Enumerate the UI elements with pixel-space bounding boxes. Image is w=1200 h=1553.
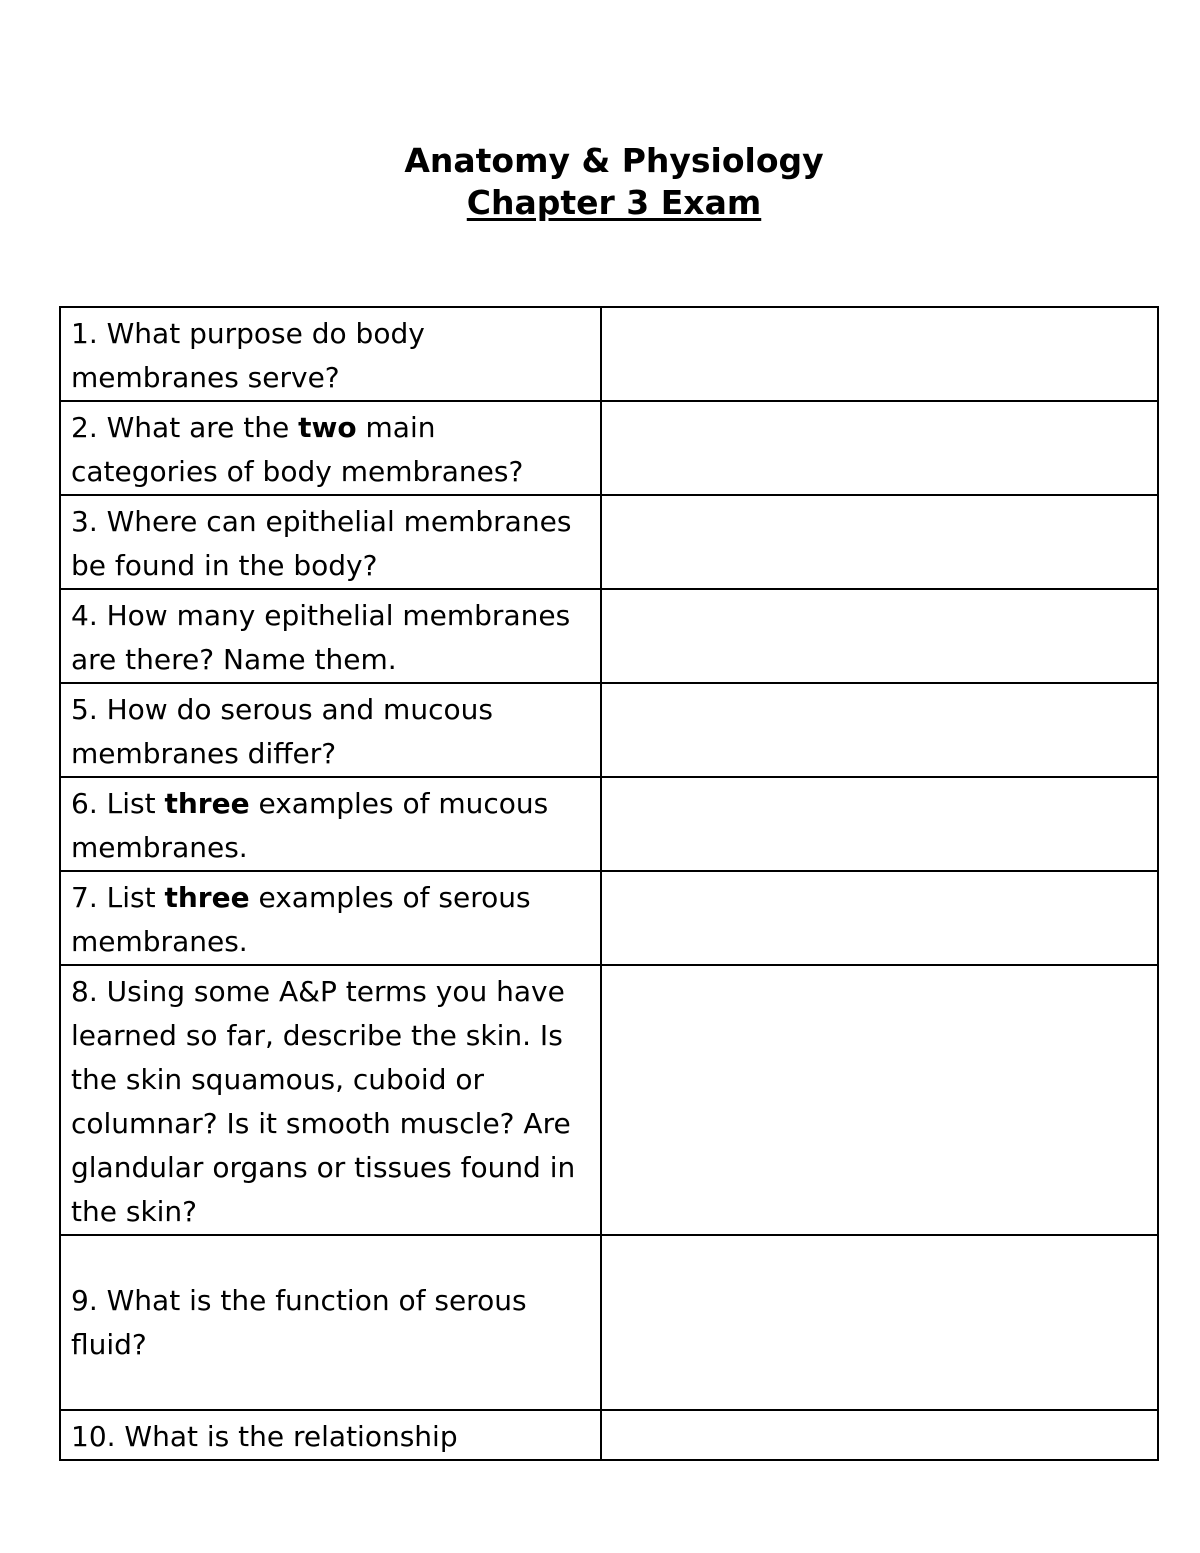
table-row [60,401,1158,495]
answer-cell[interactable] [601,1235,1158,1410]
answer-cell[interactable] [601,307,1158,401]
table-row [60,589,1158,683]
question-text: 10. What is the relationship [71,1420,458,1453]
question-cell [60,683,601,777]
question-cell [60,871,601,965]
question-text-rest: examples of serous membranes. [71,881,531,958]
table-row [60,1410,1158,1460]
question-cell [60,589,601,683]
question-emphasis: three [164,787,250,820]
answer-cell[interactable] [601,1410,1158,1460]
question-cell [60,401,601,495]
table-row [60,307,1158,401]
question-text: 2. What are the [71,411,299,444]
document-title: Anatomy & Physiology [404,141,824,180]
question-cell [60,777,601,871]
answer-cell[interactable] [601,401,1158,495]
question-cell [60,965,601,1235]
question-emphasis: two [298,411,357,444]
answer-cell[interactable] [601,871,1158,965]
answer-cell[interactable] [601,589,1158,683]
question-text: 3. Where can epithelial membranes be found in the body? [71,505,572,582]
question-text: 7. List [71,881,165,914]
table-row [60,965,1158,1235]
question-cell [60,307,601,401]
question-text: 5. How do serous and mucous membranes differ? [71,693,493,770]
question-text: 4. How many epithelial membranes are there? Name them. [71,599,571,676]
question-cell [60,1410,601,1460]
question-emphasis: three [164,881,250,914]
document-subtitle: Chapter 3 Exam [466,183,762,222]
question-text-rest: examples of mucous membranes. [71,787,549,864]
answer-cell[interactable] [601,683,1158,777]
question-text: 6. List [71,787,165,820]
table-row [60,871,1158,965]
question-cell [60,1235,601,1410]
question-text: 8. Using some A&P terms you have learned so far, describe the skin. Is the skin squamous, cuboid or columnar? Is it smooth muscle? Are glandular organs or tissues found in the skin? [71,975,576,1228]
answer-cell[interactable] [601,777,1158,871]
question-text: 1. What purpose do body membranes serve? [71,317,425,394]
exam-table [59,306,1159,1461]
table-row [60,683,1158,777]
table-row [60,1235,1158,1410]
answer-cell[interactable] [601,495,1158,589]
answer-cell[interactable] [601,965,1158,1235]
document-header [0,140,1200,224]
table-row [60,777,1158,871]
question-cell [60,495,601,589]
question-text-rest: main categories of body membranes? [71,411,524,488]
table-row [60,495,1158,589]
question-text: 9. What is the function of serous fluid? [71,1283,527,1361]
